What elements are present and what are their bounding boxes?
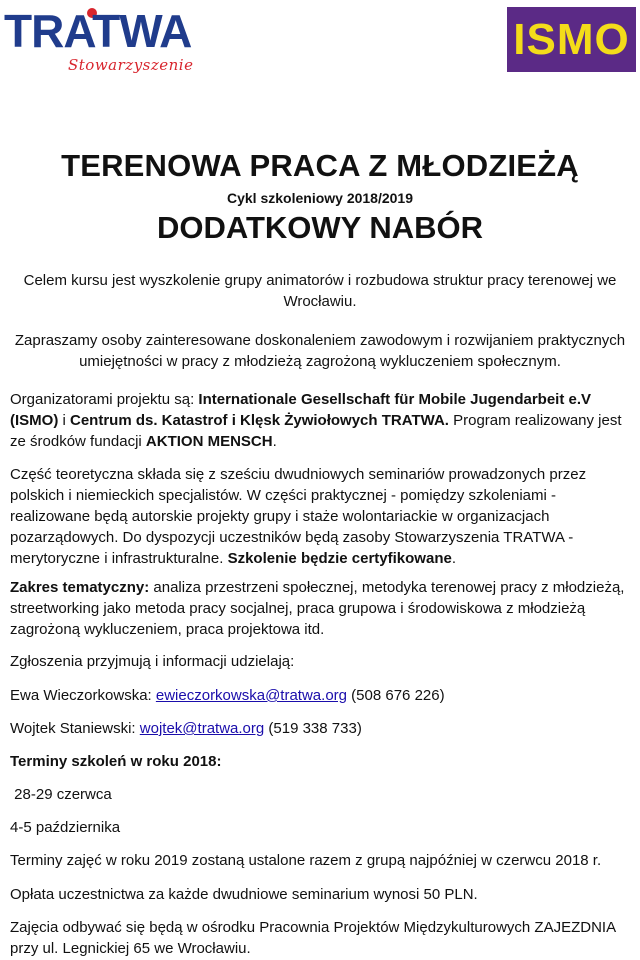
contact-phone: (519 338 733) bbox=[264, 720, 362, 737]
date-june: 28-29 czerwca bbox=[10, 786, 112, 803]
org-tratwa: Centrum ds. Katastrof i Klęsk Żywiołowych TRATWA. bbox=[70, 412, 449, 429]
certification-note: Szkolenie będzie certyfikowane bbox=[227, 550, 452, 567]
page-title: TERENOWA PRACA Z MŁODZIEŻĄ bbox=[61, 148, 579, 183]
paragraph-location: Zajęcia odbywać się będą w ośrodku Pracownia Projektów Międzykulturowych ZAJEZDNIA przy ul. Legnickiej 65 we Wrocławiu. bbox=[10, 919, 616, 957]
paragraph-invite: Zapraszamy osoby zainteresowane doskonaleniem zawodowym i rozwijaniem praktycznych umiejętności w pracy z młodzieżą zagrożoną wykluczeniem społecznym. bbox=[14, 332, 626, 370]
contact-name: Wojtek Staniewski: bbox=[10, 720, 140, 737]
paragraph-fee: Opłata uczestnictwa za każde dwudniowe seminarium wynosi 50 PLN. bbox=[10, 886, 478, 903]
paragraph-contact-intro: Zgłoszenia przyjmują i informacji udzielają: bbox=[10, 653, 295, 670]
recruitment-heading: DODATKOWY NABÓR bbox=[156, 210, 484, 245]
topics-label: Zakres tematyczny: bbox=[10, 579, 150, 596]
tratwa-logo-word: TRATWA bbox=[4, 5, 192, 57]
text: Część teoretyczna składa się z sześciu dwudniowych seminariów prowadzonych przez polskich i niemieckich specjalistów. W części praktycznej - pomiędzy szkoleniami - realizowane będą autorskie projekty grupy i staże wolontariackie w organizacjach pozarządowych. Do dyspozycji uczestników będą zasoby Stowarzyszenia TRATWA - merytoryczne i infrastrukturalne. bbox=[10, 466, 587, 567]
email-link-ewa[interactable]: ewieczorkowska@tratwa.org bbox=[155, 687, 348, 704]
terms-heading bbox=[10, 751, 630, 772]
contact-ewa bbox=[10, 685, 630, 706]
text: . bbox=[272, 433, 277, 450]
contact-phone: (508 676 226) bbox=[347, 687, 445, 704]
tratwa-logo-subtitle: Stowarzyszenie bbox=[68, 56, 194, 74]
tratwa-logo bbox=[4, 6, 212, 80]
ismo-logo bbox=[507, 7, 636, 72]
foundation-name: AKTION MENSCH bbox=[145, 433, 273, 450]
terms-heading-text: Terminy szkoleń w roku 2018: bbox=[10, 753, 222, 770]
org-ismo: Internationale Gesellschaft für Mobile Jugendarbeit e.V (ISMO) bbox=[10, 391, 592, 429]
text: Organizatorami projektu są: bbox=[10, 391, 199, 408]
text: Program realizowany jest ze środków fundacji bbox=[10, 412, 622, 450]
paragraph-program bbox=[10, 464, 630, 569]
text: i bbox=[58, 412, 70, 429]
email-link-wojtek[interactable]: wojtek@tratwa.org bbox=[139, 720, 265, 737]
date-october: 4-5 października bbox=[10, 819, 121, 836]
text: analiza przestrzeni społecznej, metodyka terenowej pracy z młodzieżą, streetworking jako metoda pracy socjalnej, praca grupowa i środowiskowa z młodzieżą zagrożoną wykluczeniem, praca projektowa itd. bbox=[10, 579, 625, 638]
paragraph-organizers bbox=[10, 389, 630, 452]
contact-wojtek bbox=[10, 718, 630, 739]
paragraph-topics bbox=[10, 577, 630, 640]
contact-name: Ewa Wieczorkowska: bbox=[10, 687, 156, 704]
text: . bbox=[451, 550, 456, 567]
paragraph-goal: Celem kursu jest wyszkolenie grupy animatorów i rozbudowa struktur pracy terenowej we Wrocławiu. bbox=[23, 272, 617, 310]
ismo-logo-text: ISMO bbox=[513, 14, 630, 64]
paragraph-2019-dates: Terminy zajęć w roku 2019 zostaną ustalone razem z grupą najpóźniej w czerwcu 2018 r. bbox=[10, 852, 602, 869]
cycle-subtitle: Cykl szkoleniowy 2018/2019 bbox=[227, 190, 413, 206]
